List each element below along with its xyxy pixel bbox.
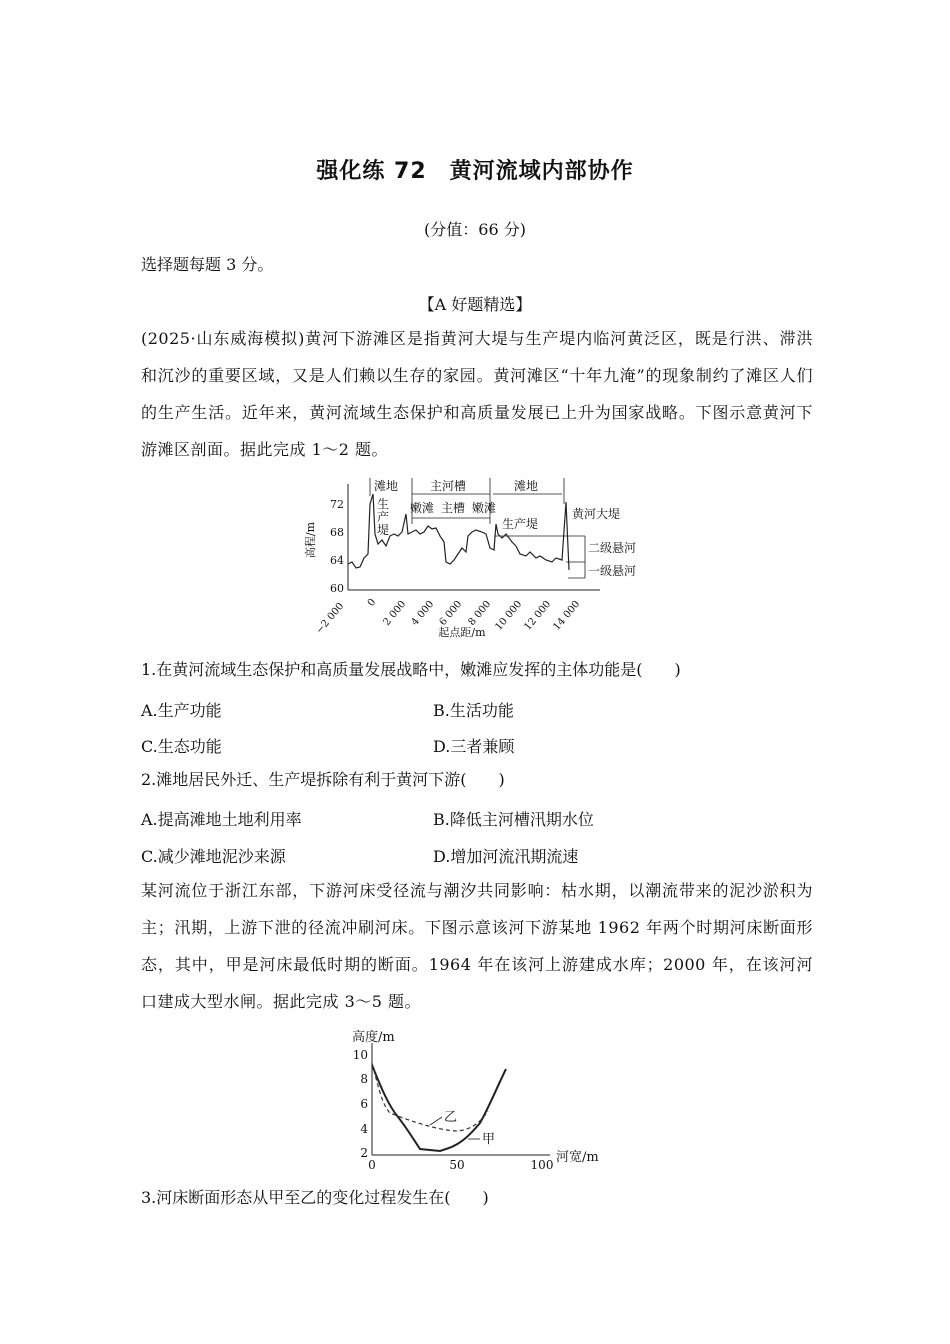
label-levee-right: 生产堤: [502, 517, 539, 531]
y-axis-label: 高度/m: [352, 1030, 395, 1045]
figure-riverbed-section: [340, 1025, 620, 1175]
q2-option-d[interactable]: D.增加河流汛期流速: [433, 847, 579, 866]
question-2-stem: 2.滩地居民外迁、生产堤拆除有利于黄河下游( ): [141, 770, 505, 789]
label-yi: 乙: [444, 1110, 458, 1125]
x-tick: 4 000: [409, 598, 437, 628]
q2-option-b[interactable]: B.降低主河槽汛期水位: [433, 810, 594, 829]
label-floodplain-left: 滩地: [374, 479, 399, 493]
y-tick: 4: [360, 1122, 368, 1136]
y-tick: 8: [360, 1072, 368, 1086]
x-tick: 8 000: [466, 598, 494, 628]
x-tick: 12 000: [522, 598, 554, 633]
instruction: 选择题每题 3 分。: [141, 255, 274, 274]
label-main-trough: 主槽: [441, 501, 466, 515]
x-tick: 2 000: [381, 598, 409, 628]
score-note: (分值：66 分): [424, 220, 526, 239]
y-axis-label: 高程/m: [304, 521, 317, 559]
label-levee-left-3: 堤: [377, 523, 390, 537]
x-tick: 0: [368, 1158, 376, 1172]
y-tick: 60: [330, 582, 344, 595]
question-3-stem: 3.河床断面形态从甲至乙的变化过程发生在( ): [141, 1188, 489, 1207]
page-title: 强化练 72 黄河流域内部协作: [316, 159, 634, 184]
label-level-1: 一级悬河: [588, 564, 637, 578]
x-tick: 0: [365, 596, 379, 609]
question-1-stem: 1.在黄河流域生态保护和高质量发展战略中，嫩滩应发挥的主体功能是( ): [141, 660, 681, 679]
label-levee-left-1: 生: [377, 497, 390, 511]
y-tick: 2: [360, 1146, 368, 1160]
q1-option-c[interactable]: C.生态功能: [141, 737, 222, 756]
label-jia: 甲: [482, 1132, 496, 1147]
y-tick: 6: [360, 1097, 368, 1111]
q1-option-b[interactable]: B.生活功能: [433, 701, 514, 720]
x-axis-label: 河宽/m: [556, 1150, 599, 1165]
figure-floodplain-profile: [300, 474, 645, 642]
x-tick: 6 000: [437, 598, 465, 628]
label-level-2: 二级悬河: [588, 541, 637, 555]
x-tick: 10 000: [493, 598, 525, 633]
q2-option-c[interactable]: C.减少滩地泥沙来源: [141, 847, 286, 866]
x-axis-label: 起点距/m: [438, 626, 486, 639]
label-tender-beach-right: 嫩滩: [472, 501, 497, 515]
y-tick: 10: [352, 1048, 368, 1062]
x-tick: 14 000: [551, 598, 583, 633]
passage-2: 某河流位于浙江东部，下游河床受径流与潮汐共同影响：枯水期，以潮流带来的泥沙淤积为主；汛期，上游下泄的径流冲刷河床。下图示意该河下游某地 1962 年两个时期河床断面形态，其中，甲是河床最低时期的断面。1964 年在该河上游建成水库；2000 年，在该河河口建成大型水闸。据此完成 3～5 题。: [141, 881, 813, 1011]
profile-yi: [372, 1063, 488, 1131]
passage-1: (2025·山东威海模拟)黄河下游滩区是指黄河大堤与生产堤内临河黄泛区，既是行洪、滞洪和沉沙的重要区域，又是人们赖以生存的家园。黄河滩区“十年九淹”的现象制约了滩区人们的生产生活。近年来，黄河流域生态保护和高质量发展已上升为国家战略。下图示意黄河下游滩区剖面。据此完成 1～2 题。: [141, 329, 813, 459]
x-tick: 50: [449, 1158, 465, 1172]
section-heading: 【A 好题精选】: [418, 295, 532, 314]
x-tick: 100: [530, 1158, 554, 1172]
y-tick: 68: [330, 526, 344, 539]
y-tick: 64: [330, 554, 344, 567]
label-tender-beach-left: 嫩滩: [410, 501, 435, 515]
label-main-levee: 黄河大堤: [572, 507, 621, 521]
q2-option-a[interactable]: A.提高滩地土地利用率: [141, 810, 302, 829]
y-tick: 72: [330, 498, 344, 511]
label-floodplain-right: 滩地: [514, 479, 539, 493]
q1-option-d[interactable]: D.三者兼顾: [433, 737, 515, 756]
x-tick: −2 000: [314, 600, 347, 637]
label-main-channel: 主河槽: [430, 479, 467, 493]
q1-option-a[interactable]: A.生产功能: [141, 701, 222, 720]
label-levee-left-2: 产: [377, 510, 390, 524]
